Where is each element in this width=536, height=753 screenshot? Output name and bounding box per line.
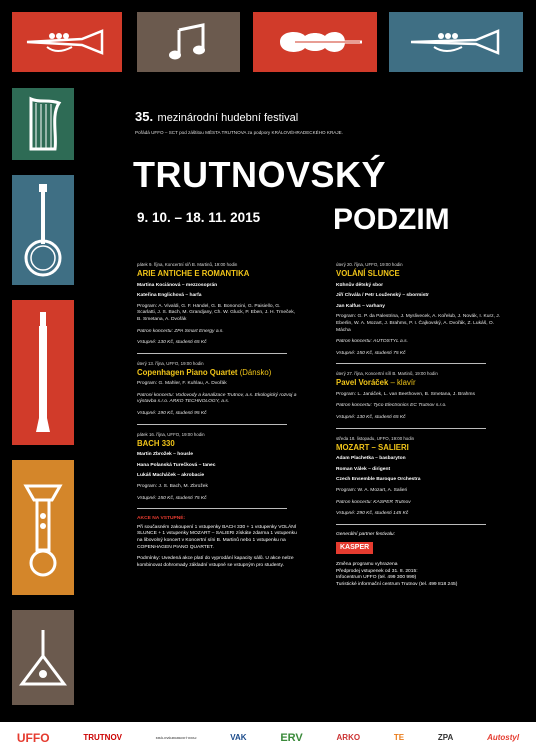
event-title-main: Pavel Voráček: [336, 378, 389, 388]
arko-logo: ARKO: [336, 733, 361, 742]
event-program: Program: W. A. Mozart, A. Salieri: [336, 488, 408, 494]
offer-heading: AKCE NA VSTUPNÉ:: [137, 516, 186, 522]
event-entry: Vstupné: 150 Kč, studenti 75 Kč: [336, 350, 406, 356]
offer-conditions: Podmínky: Uvedená akce platí do vyprodání kapacity sálů. U akce nelze kombinovat dohromady základní vstupné se vstupným pro studenty.: [137, 556, 294, 568]
festival-title-line1: TRUTNOVSKÝ: [133, 154, 387, 195]
trumpet-icon: [22, 27, 112, 57]
clarinet-icon-tile: [12, 300, 74, 445]
edition-text: mezinárodní hudební festival: [157, 112, 299, 124]
info-line: Předprodej vstupenek od 31. 8. 2015:: [336, 568, 418, 574]
event-entry: Vstupné: 190 Kč, studenti 95 Kč: [137, 411, 207, 417]
trumpet-right-icon: [406, 27, 506, 57]
partner-label: Generální partner festivalu:: [336, 531, 395, 537]
divider: [137, 424, 287, 425]
event-date: úterý 20. října, UFFO, 19:00 hodin: [336, 262, 403, 267]
performer: Kühnův dětský sbor: [336, 282, 384, 288]
performer: Adam Plachetka – basbaryton: [336, 456, 406, 462]
event-entry: Vstupné: 150 Kč, studenti 75 Kč: [137, 495, 207, 501]
performer: Lukáš Macháček – akrobacie: [137, 473, 205, 479]
harp-icon-tile: [12, 88, 74, 160]
event-bach: [137, 432, 297, 503]
event-entry: Vstupné: 130 Kč, studenti 65 Kč: [336, 415, 406, 421]
event-title: ARIE ANTICHE E ROMANTIKA: [137, 268, 250, 278]
event-program: Program: A. Vivaldi, G. F. Händel, G. B. Bononcini, G. Paisiello, G. Scarlatti, J. S. Bach, M. Grandjany, Ch. W. Gluck, P. Eben, J. H. Trneček, B. Smetana, A. Dvořák: [137, 303, 296, 322]
organizer-line: Pořádá UFFO – SCT pod záštitou MĚSTA TRUTNOVA za podpory KRÁLOVÉHRADECKÉHO KRAJE.: [135, 130, 343, 135]
balalaika-icon-tile: [12, 610, 74, 705]
right-column: [336, 262, 506, 588]
music-note-icon: [167, 22, 211, 62]
festival-edition: [135, 108, 298, 126]
event-title: BACH 330: [137, 438, 175, 448]
performer: Martin Zbrožek – housle: [137, 452, 193, 458]
kraj-logo: KRÁLOVÉHRADECKÝ KRAJ: [155, 735, 197, 740]
event-title: [336, 379, 506, 388]
te-logo: TE: [393, 733, 405, 742]
tuba-icon: [20, 478, 66, 578]
performer: Hana Polanská Turečková – tanec: [137, 462, 216, 468]
trutnov-logo: TRUTNOV: [83, 733, 123, 742]
event-title: [137, 369, 297, 378]
uffo-logo: UFFO: [16, 730, 50, 745]
zpa-logo: ZPA: [437, 733, 454, 742]
autostyl-logo: Autostyl: [487, 733, 520, 742]
info-line: Změna programu vyhrazena: [336, 561, 398, 567]
festival-title-line2: PODZIM: [333, 203, 450, 236]
event-program: Program: G. P. da Palestrina, J. Myslivecek, A. Kořelub, J. Novák, I. Kurz, J. Eberlin, W. A. Mozart, J. Brahms, P. I. Čajkovský, A. Dvořák, Z. Lukáš, O. Mácha: [336, 314, 501, 333]
event-program: Program: J. S. Bach, M. Zbrožek: [137, 484, 208, 490]
performer: Czech Ensemble Baroque Orchestra: [336, 477, 421, 483]
event-title-suffix: – klavír: [390, 378, 416, 388]
event-program: Program: G. Mahler, F. Kuhlau, A. Dvořák: [137, 381, 227, 387]
event-entry: Vstupné: 290 Kč, studenti 145 Kč: [336, 511, 409, 517]
performer: Roman Válek – dirigent: [336, 466, 391, 472]
event-program: Program: L. Janáček, L. van Beethoven, B. Smetana, J. Brahms: [336, 391, 475, 397]
event-title: MOZART – SALIERI: [336, 442, 409, 452]
erv-logo: ERV: [280, 731, 303, 744]
divider: [336, 428, 486, 429]
vak-logo: VAK: [230, 733, 247, 742]
left-column: [137, 262, 297, 570]
event-entry: Vstupné: 130 Kč, studenti 65 Kč: [137, 340, 207, 346]
clarinet-icon: [33, 308, 53, 438]
info-line: Infocentrum UFFO (tel. 499 300 999): [336, 575, 417, 581]
violin-icon: [265, 25, 365, 59]
harp-icon: [23, 95, 63, 153]
sponsor-footer: [0, 722, 536, 753]
event-title: VOLÁNÍ SLUNCE: [336, 268, 400, 278]
tuba-icon-tile: [12, 460, 74, 595]
event-date: pátek 16. října, UFFO, 19:00 hodin: [137, 431, 205, 437]
edition-number: 35.: [135, 109, 154, 124]
violin-icon-tile: [253, 12, 377, 72]
ticket-offer: [137, 516, 297, 569]
offer-text: Při současném zakoupení 1 vstupenky BACH 330 + 1 vstupenky VOLÁNÍ SLUNCE + 1 vstupenky MOZART – SALIERI získáte zdarma 1 vstupenku na libovolný koncert v Koncertní síni B. Martinů nebo 1 vstupenku na COPENHAGEN PIANO QUARTET.: [137, 524, 297, 550]
event-title-suffix: (Dánsko): [239, 367, 272, 377]
event-date: pátek 9. října, Koncertní síň B. Martinů, 19:00 hodin: [137, 262, 238, 267]
festival-dates: 9. 10. – 18. 11. 2015: [137, 210, 261, 225]
event-arie: [137, 262, 297, 347]
event-patron: Patron koncertu: ZPA Smart Energy a.s.: [137, 328, 224, 334]
event-date: středa 18. listopadu, UFFO, 19:00 hodin: [336, 435, 415, 441]
performer: Kateřina Englichová – harfa: [137, 293, 202, 299]
divider: [137, 508, 287, 509]
event-date: úterý 27. října, Koncertní síň B. Martinů, 19:00 hodin: [336, 371, 438, 377]
partner-logo: KASPER: [336, 542, 373, 553]
divider: [137, 353, 287, 354]
trumpet-icon-tile: [12, 12, 122, 72]
divider: [336, 524, 486, 525]
banjo-icon: [23, 180, 63, 280]
trumpet-right-icon-tile: [389, 12, 523, 72]
info-line: Turistické informační centrum Trutnov (tel. 499 818 245): [336, 581, 458, 587]
balalaika-icon: [18, 628, 68, 688]
performer: Jan Kalfus – varhany: [336, 303, 385, 309]
event-patron: Patron koncertu: Tyco Electronics EC Trutnov s.r.o.: [336, 403, 447, 409]
event-date: úterý 13. října, UFFO, 19:00 hodin: [137, 360, 204, 366]
event-patron: Patron koncertu: AUTOSTYL a.s.: [336, 339, 408, 345]
divider: [336, 363, 486, 364]
event-mozart-salieri: [336, 436, 506, 518]
event-patron: Patroni koncertu: Vodovody a kanalizace Trutnov, a.s. Ekologický rozvoj a výstavba s.r.o. ARKO TECHNOLOGY, a.s.: [137, 392, 297, 405]
performer: Jiří Chvála / Petr Louženský – sbormistr: [336, 293, 429, 299]
event-volani-slunce: [336, 262, 506, 357]
event-patron: Patron koncertu: KASPER Trutnov: [336, 499, 411, 505]
banjo-icon-tile: [12, 175, 74, 285]
event-title-main: Copenhagen Piano Quartet: [137, 367, 238, 377]
event-voracek: [336, 371, 506, 421]
event-copenhagen: [137, 361, 297, 418]
music-note-icon-tile: [137, 12, 240, 72]
performer: Martina Kociánová – mezzosoprán: [137, 282, 218, 288]
